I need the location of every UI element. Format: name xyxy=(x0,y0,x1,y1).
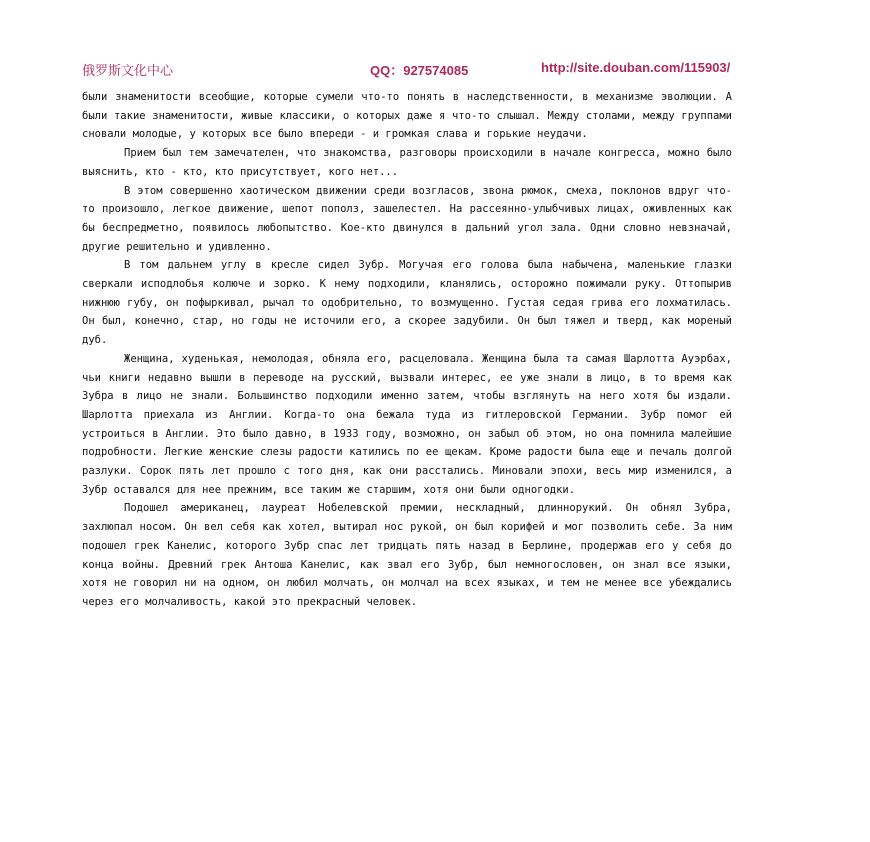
paragraph: В этом совершенно хаотическом движении среди возгласов, звона рюмок, смеха, поклонов вдруг что-то произошло, легкое движение, шепот пополз, зашелестел. На рассеянно-улыбчивых лицах, оживленных как бы беспредметно, появилось любопытство. Кое-кто двинулся в дальний угол зала. Одни словно невзначай, другие решительно и удивленно. xyxy=(82,184,732,253)
paragraph: Прием был тем замечателен, что знакомства, разговоры происходили в начале конгресса, можно было выяснить, кто - кто, кто присутствует, кого нет... xyxy=(82,147,732,178)
header-org-name: 俄罗斯文化中心 xyxy=(82,63,174,78)
paragraph: В том дальнем углу в кресле сидел Зубр. Могучая его голова была набычена, маленькие глазки сверкали исподлобья колюче и зорко. К нему подходили, кланялись, осторожно пожимали руку. Оттопырив нижнюю губу, он пофыркивал, рычал то одобрительно, то возмущенно. Густая седая грива его лохматилась. Он был, конечно, стар, но годы не источили его, а скорее задубили. Он был тяжел и тверд, как мореный дуб. xyxy=(82,259,732,347)
document-body xyxy=(82,88,732,612)
header-qq-number: QQ：927574085 xyxy=(370,63,469,78)
header-site-link[interactable]: http://site.douban.com/115903/ xyxy=(541,60,731,75)
paragraph: Женщина, худенькая, немолодая, обняла его, расцеловала. Женщина была та самая Шарлотта Ауэрбах, чьи книги недавно вышли в переводе на русский, вызвали интерес, ее уже знали в лицо, в то время как Зубра в лицо не знали. Большинство подходили именно затем, чтобы взглянуть на него хотя бы издали. Шарлотта приехала из Англии. Когда-то она бежала туда из гитлеровской Германии. Зубр помог ей устроиться в Англии. Это было давно, в 1933 году, возможно, он забыл об этом, но она помнила малейшие подробности. Легкие женские слезы радости катились по ее щекам. Кроме радости была еще и печаль долгой разлуки. Сорок пять лет прошло с того дня, как они расстались. Миновали эпохи, весь мир изменился, а Зубр оставался для нее прежним, все таким же старшим, хотя они были одногодки. xyxy=(82,352,732,496)
paragraph: были знаменитости всеобщие, которые сумели что-то понять в наследственности, в механизме эволюции. А были такие знаменитости, живые классики, о которых даже я что-то слышал. Между столами, между группами сновали молодые, у которых все было впереди - и громкая слава и горькие неудачи. xyxy=(82,91,732,141)
page-header xyxy=(0,60,870,78)
paragraph: Подошел американец, лауреат Нобелевской премии, нескладный, длиннорукий. Он обнял Зубра, захлюпал носом. Он вел себя как хотел, вытирал нос рукой, он был корифей и мог позволить себе. За ним подошел грек Канелис, которого Зубр спас лет тридцать пять назад в Берлине, продержав его у себя до конца войны. Древний грек Антоша Канелис, как звал его Зубр, был немногословен, он знал все языки, хотя не говорил ни на одном, он любил молчать, он молчал на всех языках, и тем не менее все убеждались через его молчаливость, какой это прекрасный человек. xyxy=(82,502,732,608)
